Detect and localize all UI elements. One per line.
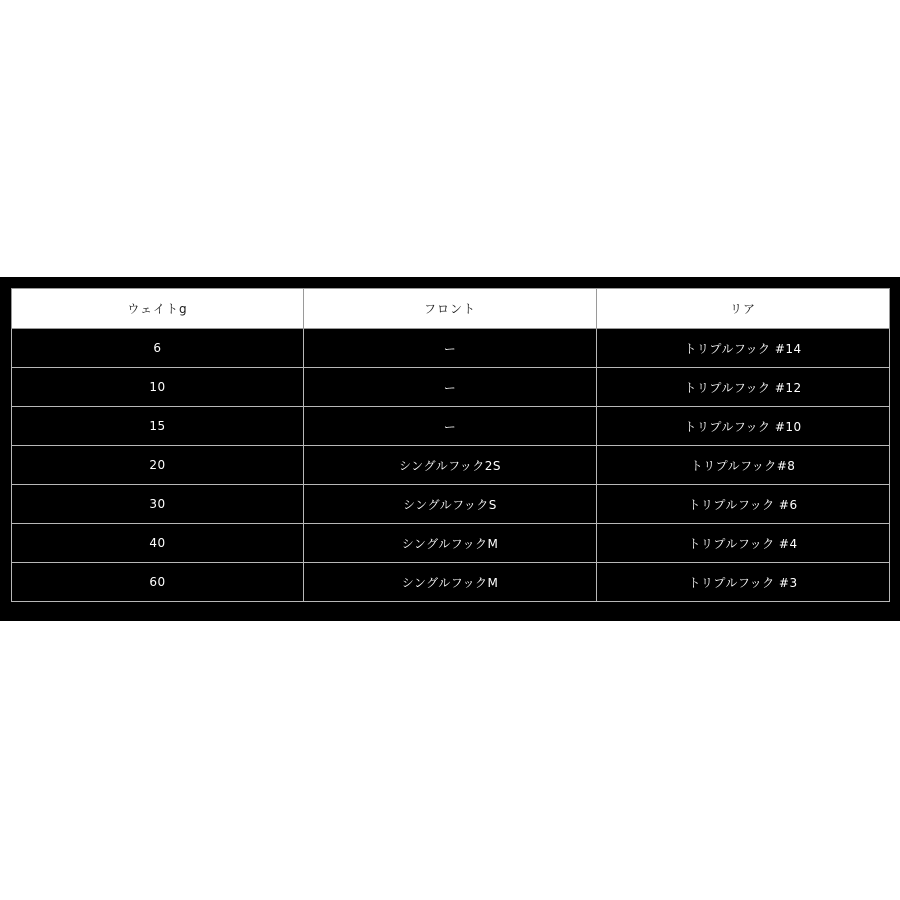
- cell-rear: トリプルフック #4: [597, 524, 890, 563]
- header-weight: ウェイトg: [12, 289, 304, 329]
- table-row: [12, 368, 890, 407]
- cell-rear: トリプルフック #12: [597, 368, 890, 407]
- cell-front: ー: [304, 407, 597, 446]
- cell-rear: トリプルフック #3: [597, 563, 890, 602]
- cell-front: シングルフックM: [304, 563, 597, 602]
- header-front: フロント: [304, 289, 597, 329]
- cell-front: ー: [304, 368, 597, 407]
- cell-weight: 20: [12, 446, 304, 485]
- spec-table-panel: [0, 277, 900, 621]
- cell-weight: 10: [12, 368, 304, 407]
- cell-rear: トリプルフック #10: [597, 407, 890, 446]
- cell-rear: トリプルフック #14: [597, 329, 890, 368]
- cell-weight: 40: [12, 524, 304, 563]
- table-row: [12, 329, 890, 368]
- table-row: [12, 524, 890, 563]
- cell-weight: 15: [12, 407, 304, 446]
- table-header-row: [12, 289, 890, 329]
- cell-front: ー: [304, 329, 597, 368]
- table-row: [12, 446, 890, 485]
- cell-front: シングルフックM: [304, 524, 597, 563]
- cell-rear: トリプルフック #6: [597, 485, 890, 524]
- cell-front: シングルフック2S: [304, 446, 597, 485]
- cell-rear: トリプルフック#8: [597, 446, 890, 485]
- hook-weight-table: [11, 288, 890, 602]
- cell-weight: 6: [12, 329, 304, 368]
- header-rear: リア: [597, 289, 890, 329]
- cell-weight: 60: [12, 563, 304, 602]
- cell-front: シングルフックS: [304, 485, 597, 524]
- table-row: [12, 485, 890, 524]
- cell-weight: 30: [12, 485, 304, 524]
- table-row: [12, 563, 890, 602]
- table-row: [12, 407, 890, 446]
